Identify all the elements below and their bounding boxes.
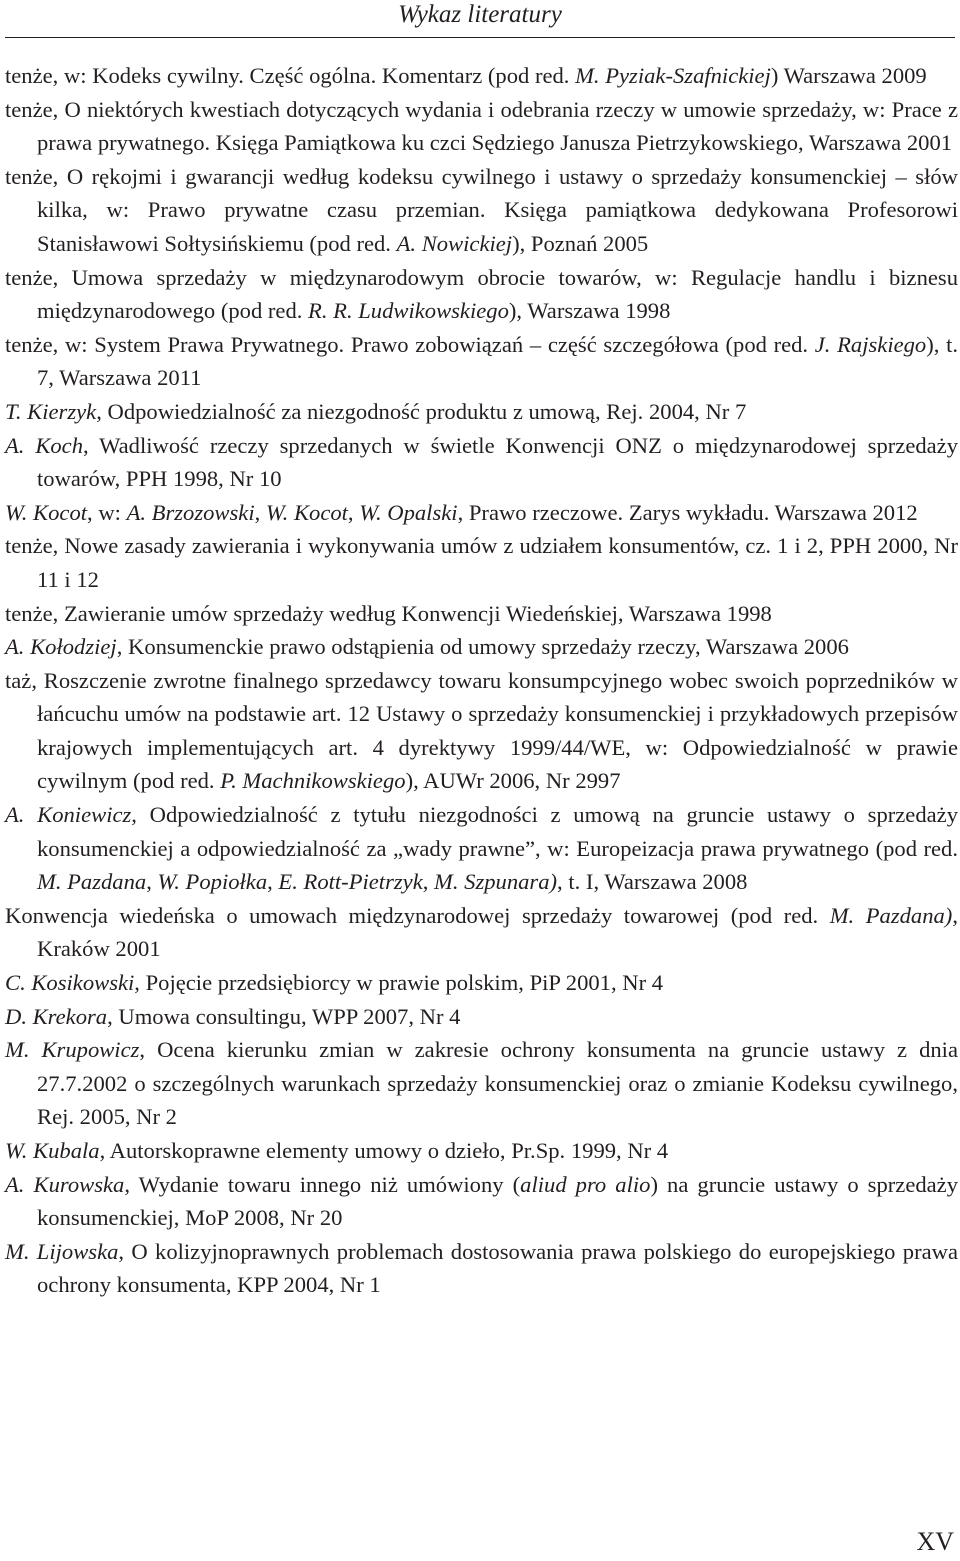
entry-author-italic: R. R. Ludwikowskiego (308, 298, 509, 324)
entry-author-italic: aliud pro alio (520, 1171, 651, 1197)
entry-author-italic: W. Kocot (5, 499, 88, 525)
bibliography-entry (5, 59, 958, 93)
entry-author-italic: M. Krupowicz (5, 1037, 140, 1063)
bibliography-entry (5, 93, 958, 160)
entry-author-italic: M. Lijowska (5, 1238, 119, 1264)
entry-author-italic: W. Popiołka (157, 869, 268, 895)
entry-text: , Odpowiedzialność z tytułu niezgodności z umową na gruncie ustawy o sprzedaży konsumenckiej a odpowiedzialność za „wady prawne”, w: Europeizacja prawa prywatnego (pod red. (37, 802, 958, 861)
bibliography-entry (5, 395, 958, 429)
entry-text: , Ocena kierunku zmian w zakresie ochrony konsumenta na gruncie ustawy z dnia 27.7.2002 o szczególnych warunkach sprzedaży konsumenckiej oraz o zmianie Kodeksu cywilnego, Rej. 2005, Nr 2 (37, 1037, 958, 1130)
entry-text: tenże, Nowe zasady zawierania i wykonywania umów z udziałem konsumentów, cz. 1 i 2, PPH 2000, Nr 11 i 12 (5, 533, 958, 592)
bibliography-entry (5, 429, 958, 496)
entry-text: tenże, w: Kodeks cywilny. Część ogólna. Komentarz (pod red. (5, 63, 576, 88)
entry-text: , O kolizyjnoprawnych problemach dostosowania prawa polskiego do europejskiego prawa ochrony konsumenta, KPP 2004, Nr 1 (37, 1238, 958, 1298)
bibliography-entry (5, 1168, 958, 1235)
entry-text: , Odpowiedzialność za niezgodność produktu z umową, Rej. 2004, Nr 7 (96, 398, 747, 424)
entry-author-italic: A. Koch (5, 432, 84, 458)
bibliography-entry (5, 1134, 958, 1168)
entry-text: , (146, 869, 158, 895)
entry-text: , Umowa consultingu, WPP 2007, Nr 4 (107, 1003, 461, 1029)
entry-author-italic: A. Koniewicz (5, 802, 132, 828)
entry-text: ), Warszawa 1998 (508, 298, 671, 324)
entry-author-italic: A. Brzozowski (126, 499, 255, 525)
entry-author-italic: D. Krekora (5, 1003, 108, 1029)
entry-text: , Kraków 2001 (37, 902, 958, 962)
entry-author-italic: A. Nowickiej (396, 230, 513, 256)
entry-text: tenże, w: System Prawa Prywatnego. Prawo zobowiązań – część szczegółowa (pod red. (5, 331, 815, 357)
entry-text: , Autorskoprawne elementy umowy o dzieło, Pr.Sp. 1999, Nr 4 (99, 1138, 669, 1163)
entry-author-italic: E. Rott-Pietrzyk (278, 869, 423, 895)
bibliography-entry (5, 261, 958, 328)
entry-text: , (422, 869, 435, 895)
bibliography-entry (5, 899, 958, 966)
entry-text: Konwencja wiedeńska o umowach międzynarodowej sprzedaży towarowej (pod red. (5, 902, 830, 928)
entry-author-italic: P. Machnikowskiego (220, 768, 406, 794)
entry-author-italic: A. Kołodziej (5, 634, 117, 660)
entry-author-italic: M. Pyziak-Szafnickiej (575, 63, 771, 88)
bibliography-entry (5, 798, 958, 899)
bibliography-entry (5, 529, 958, 596)
entry-text: tenże, O niektórych kwestiach dotyczących wydania i odebrania rzeczy w umowie sprzedaży, w: Prace z prawa prywatnego. Księga Pamiątkowa ku czci Sędziego Janusza Pietrzykowskiego, Warszawa 2001 (5, 96, 958, 156)
entry-text: taż, Roszczenie zwrotne finalnego sprzedawcy towaru konsumpcyjnego wobec swoich poprzedników w łańcuchu umów na podstawie art. 12 Ustawy o sprzedaży konsumenckiej i przykładowych przepisów krajowych implementujących art. 4 dyrektywy 1999/44/WE, w: Odpowiedzialność w prawie cywilnym (pod red. (5, 667, 958, 794)
entry-author-italic: J. Rajskiego (814, 331, 927, 357)
entry-author-italic: M. Pazdana (37, 869, 147, 895)
bibliography-entry (5, 328, 958, 395)
bibliography-entry (5, 1033, 958, 1134)
entry-author-italic: M. Szpunara) (434, 869, 558, 895)
entry-text: ) na gruncie ustawy o sprzedaży konsumenckiej, MoP 2008, Nr 20 (37, 1171, 958, 1231)
entry-text: , (347, 499, 360, 525)
entry-text: ), AUWr 2006, Nr 2997 (405, 768, 621, 794)
entry-text: tenże, Zawieranie umów sprzedaży według Konwencji Wiedeńskiej, Warszawa 1998 (5, 600, 772, 626)
bibliography-entry (5, 1000, 958, 1034)
entry-text: tenże, O rękojmi i gwarancji według kodeksu cywilnego i ustawy o sprzedaży konsumenckiej – słów kilka, w: Prawo prywatne czasu przemian. Księga pamiątkowa dedykowana Profesorowi Stanisławowi Sołtysińskiemu (pod red. (5, 163, 958, 256)
bibliography-entry (5, 630, 958, 664)
entry-text: tenże, Umowa sprzedaży w międzynarodowym obrocie towarów, w: Regulacje handlu i biznesu międzynarodowego (pod red. (5, 264, 958, 324)
entry-author-italic: A. Kurowska (5, 1171, 125, 1197)
entry-text: , Pojęcie przedsiębiorcy w prawie polskim, PiP 2001, Nr 4 (134, 970, 664, 996)
bibliography-entry (5, 496, 958, 530)
bibliography-entry (5, 597, 958, 631)
page-number: XV (916, 1527, 954, 1556)
bibliography-entry (5, 1235, 958, 1302)
entry-text: , Prawo rzeczowe. Zarys wykładu. Warszawa 2012 (457, 499, 918, 525)
running-header: Wykaz literatury (398, 1, 562, 28)
entry-text: , Wadliwość rzeczy sprzedanych w świetle Konwencji ONZ o międzynarodowej sprzedaży towarów, PPH 1998, Nr 10 (37, 432, 958, 492)
bibliography-entry (5, 966, 958, 1000)
entry-text: ), t. 7, Warszawa 2011 (37, 331, 958, 391)
entry-author-italic: T. Kierzyk (5, 398, 97, 424)
entry-text: , (254, 499, 266, 525)
bibliography-entry (5, 160, 958, 261)
entry-text: , Wydanie towaru innego niż umówiony ( (124, 1171, 521, 1197)
entry-text: , w: (87, 499, 127, 525)
entry-text: ) Warszawa 2009 (770, 63, 927, 88)
entry-author-italic: M. Pazdana) (829, 902, 953, 928)
bibliography-entry (5, 664, 958, 798)
entry-text: , t. I, Warszawa 2008 (557, 869, 748, 895)
bibliography-list (5, 59, 958, 1302)
entry-author-italic: C. Kosikowski (5, 970, 135, 996)
entry-text: ), Poznań 2005 (512, 230, 649, 256)
header-rule (5, 37, 955, 38)
entry-text: , Konsumenckie prawo odstąpienia od umowy sprzedaży rzeczy, Warszawa 2006 (116, 634, 849, 660)
entry-text: , (267, 869, 279, 895)
entry-author-italic: W. Opalski (359, 499, 458, 525)
entry-author-italic: W. Kocot (265, 499, 348, 525)
entry-author-italic: W. Kubala (5, 1138, 100, 1163)
